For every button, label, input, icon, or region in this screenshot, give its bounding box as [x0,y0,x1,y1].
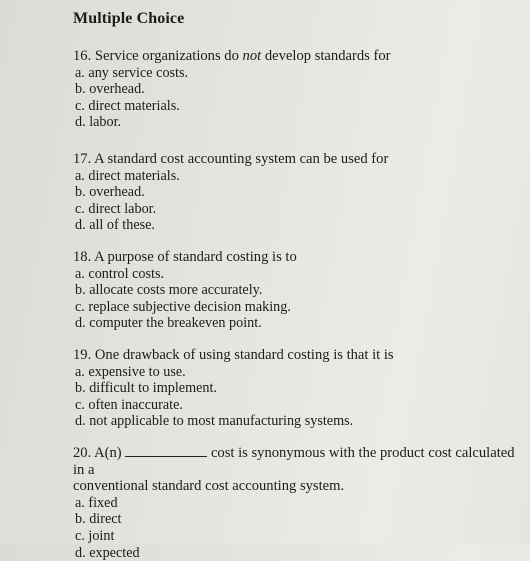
option-c: c. direct labor. [75,200,157,217]
option-d: d. all of these. [75,217,155,234]
option-a: a. fixed [75,494,118,511]
stem-text: 16. Service organizations do [73,48,243,64]
question-18 [73,249,297,332]
question-stem: 17. A standard cost accounting system can be used for [73,151,389,167]
option-c: c. often inaccurate. [75,396,183,413]
option-c: c. replace subjective decision making. [75,298,291,315]
stem-text: 20. A(n) [73,445,126,461]
question-stem: 19. One drawback of using standard costing is that it is [73,347,394,363]
question-20 [73,444,523,561]
question-17 [73,151,388,234]
question-stem-line2: conventional standard cost accounting system. [73,478,345,495]
option-b: b. direct [75,511,122,528]
option-c: c. joint [75,527,115,544]
question-stem: 18. A purpose of standard costing is to [73,249,297,265]
question-19 [73,347,394,430]
stem-text: cost is synonymous with the product cost calculated in a [73,445,515,478]
question-stem [73,48,390,65]
option-d: d. computer the breakeven point. [75,315,262,332]
option-b: b. difficult to implement. [75,380,217,397]
option-c: c. direct materials. [75,97,180,114]
option-a: a. expensive to use. [75,363,186,380]
option-a: a. control costs. [75,265,165,282]
option-a: a. direct materials. [75,167,180,184]
option-d: d. expected [75,544,140,561]
question-stem [73,444,523,478]
stem-emphasis: not [242,48,262,64]
fill-in-blank [125,444,207,457]
option-d: d. not applicable to most manufacturing systems. [75,413,354,430]
option-b: b. overhead. [75,184,145,201]
option-d: d. labor. [75,114,122,131]
section-heading: Multiple Choice [73,10,185,27]
stem-text: develop standards for [261,48,391,64]
option-b: b. overhead. [75,81,145,98]
option-b: b. allocate costs more accurately. [75,282,263,299]
question-16 [73,48,390,131]
option-a: a. any service costs. [75,64,189,81]
